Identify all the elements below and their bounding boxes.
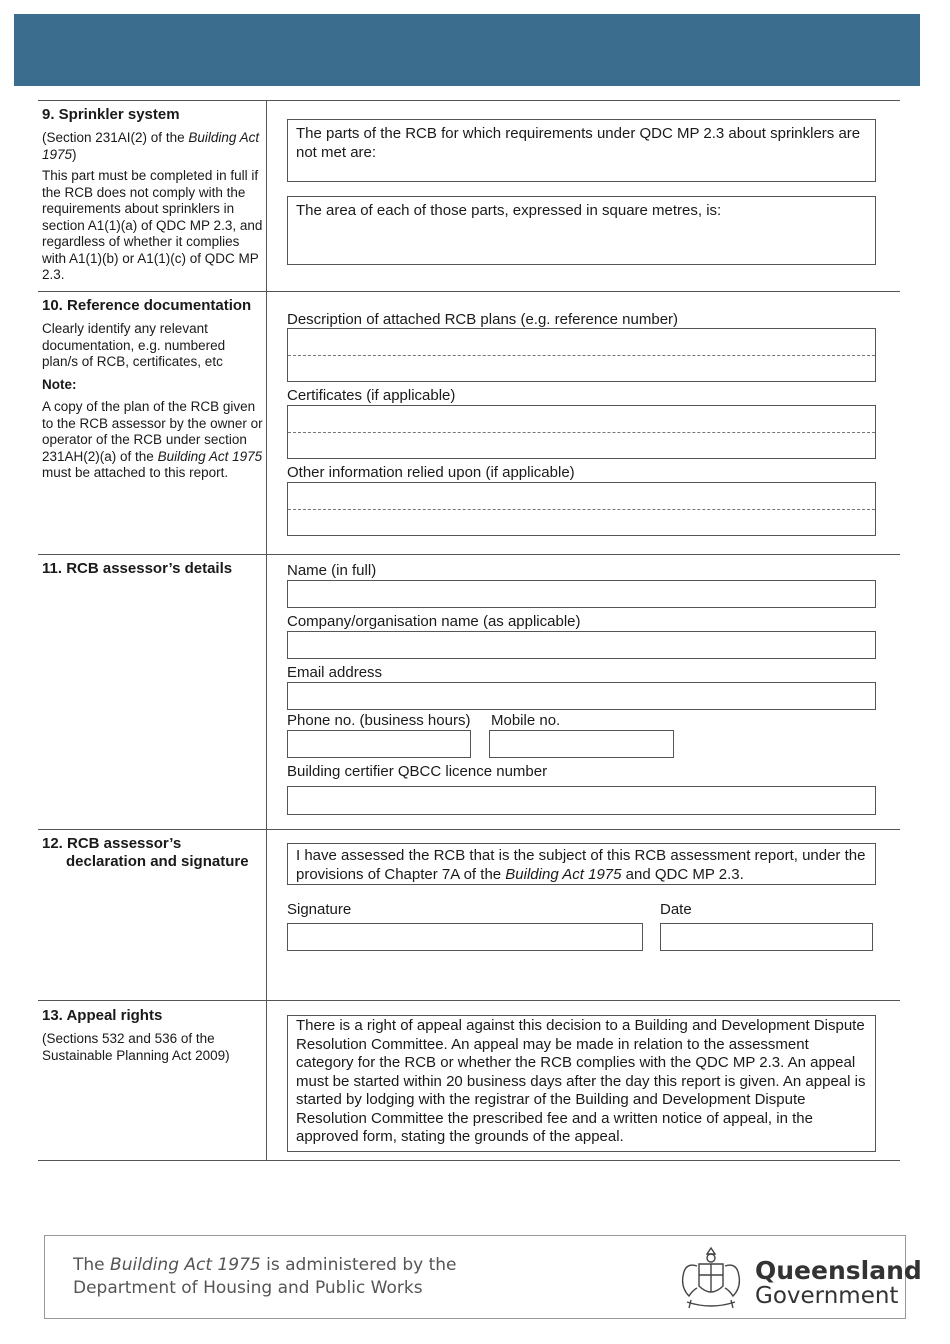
other-info-field[interactable]	[287, 482, 876, 536]
header-banner	[14, 14, 920, 86]
column-divider	[266, 100, 267, 1160]
table-bottom-rule	[38, 1160, 900, 1161]
date-label: Date	[660, 901, 692, 918]
phone-label: Phone no. (business hours)	[287, 712, 471, 729]
section-9-info	[42, 106, 264, 284]
mobile-label: Mobile no.	[491, 712, 561, 729]
company-input[interactable]	[287, 631, 876, 659]
section-9-reference: (Section 231AI(2) of the Building Act 1975)	[42, 130, 260, 162]
appeal-rights-text: There is a right of appeal against this decision to a Building and Development Dispute Resolution Committee. An appeal may be made in relation to the assessment category for the RCB or whether the RCB complies with the QDC MP 2.3. An appeal must be started within 20 business days after the day this report is given. An appeal is started by lodging with the registrar of the Building and Development Dispute Resolution Committee the prescribed fee and a written notice of appeal, in the approved form, stating the grounds of the appeal.	[296, 1017, 866, 1145]
company-label: Company/organisation name (as applicable)	[287, 613, 581, 630]
sprinkler-area-field[interactable]	[287, 196, 876, 265]
certificates-field[interactable]	[287, 405, 876, 459]
name-input[interactable]	[287, 580, 876, 608]
row-divider-12-13	[38, 1000, 900, 1001]
brand-government: Government	[755, 1283, 899, 1309]
section-13-info	[42, 1007, 264, 1064]
section-13-title: 13. Appeal rights	[42, 1007, 163, 1024]
section-10-note: A copy of the plan of the RCB given to the RCB assessor by the owner or operator of the RCB under section 231AH(2)(a) of the Building Act 1975 must be attached to this report.	[42, 399, 263, 480]
date-input[interactable]	[660, 923, 873, 951]
section-10-text: Clearly identify any relevant documentation, e.g. numbered plan/s of RCB, certificates, etc	[42, 321, 226, 369]
licence-input[interactable]	[287, 786, 876, 815]
plans-field-divider	[288, 355, 875, 356]
other-info-label: Other information relied upon (if applicable)	[287, 464, 575, 481]
section-10-info	[42, 297, 264, 482]
section-9-instructions: This part must be completed in full if the RCB does not comply with the requirements about sprinklers in section A1(1)(a) of QDC MP 2.3, and regardless of whether it complies with A1(1)(b) or A1(1)(c) of QDC MP 2.3.	[42, 168, 263, 282]
section-11-title: 11. RCB assessor’s details	[42, 560, 233, 577]
email-label: Email address	[287, 664, 383, 681]
sprinkler-area-label: The area of each of those parts, expressed in square metres, is:	[296, 202, 722, 219]
row-divider-9-10	[38, 291, 900, 292]
signature-input[interactable]	[287, 923, 643, 951]
declaration-text: I have assessed the RCB that is the subject of this RCB assessment report, under the provisions of Chapter 7A of the Building Act 1975 and QDC MP 2.3.	[296, 847, 866, 883]
section-9-title: 9. Sprinkler system	[42, 106, 180, 123]
declaration-box	[287, 843, 876, 885]
brand-queensland: Queensland	[755, 1256, 922, 1285]
appeal-rights-box	[287, 1015, 876, 1152]
licence-label: Building certifier QBCC licence number	[287, 763, 548, 780]
sprinkler-parts-label: The parts of the RCB for which requirements under QDC MP 2.3 about sprinklers are not met are:	[296, 125, 861, 161]
section-12-title: 12. RCB assessor’s declaration and signature	[42, 835, 249, 870]
section-10-note-label: Note:	[42, 376, 77, 392]
plans-field[interactable]	[287, 328, 876, 382]
plans-label: Description of attached RCB plans (e.g. reference number)	[287, 311, 679, 328]
other-info-field-divider	[288, 509, 875, 510]
signature-label: Signature	[287, 901, 352, 918]
footer	[44, 1235, 922, 1319]
row-divider-10-11	[38, 554, 900, 555]
sprinkler-parts-field[interactable]	[287, 119, 876, 182]
phone-input[interactable]	[287, 730, 471, 758]
email-input[interactable]	[287, 682, 876, 710]
mobile-input[interactable]	[489, 730, 674, 758]
certificates-label: Certificates (if applicable)	[287, 387, 456, 404]
section-13-reference: (Sections 532 and 536 of the Sustainable Planning Act 2009)	[42, 1031, 230, 1063]
queensland-crest-icon	[675, 1242, 747, 1314]
row-divider-11-12	[38, 829, 900, 830]
section-10-title: 10. Reference documentation	[42, 297, 252, 314]
table-top-rule	[38, 100, 900, 101]
name-label: Name (in full)	[287, 562, 377, 579]
certificates-field-divider	[288, 432, 875, 433]
footer-statement: The Building Act 1975 is administered by the Department of Housing and Public Works	[73, 1255, 457, 1298]
